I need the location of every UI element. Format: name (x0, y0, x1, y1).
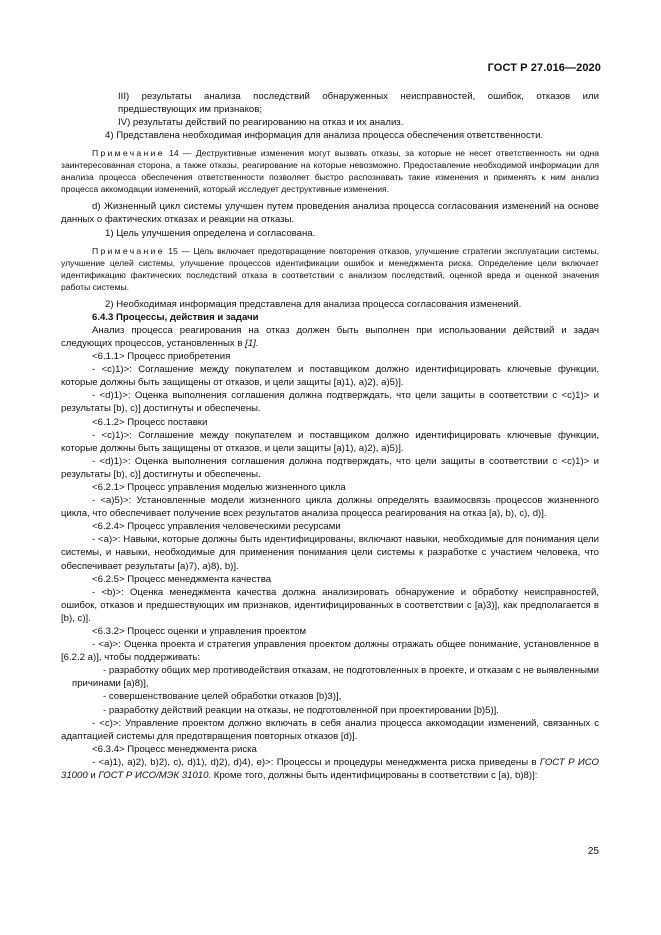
section-intro: Анализ процесса реагирования на отказ должен быть выполнен при использовании действий и задач следующих процессов, установленных в [1]. (61, 324, 599, 349)
process-6-1-2-c1: - <c)1)>: Соглашение между покупателем и поставщиком должно идентифицировать ключевые функции, которые должны быть защищены от отказов, и цели защиты [a)1), a)2), a)5)]. (61, 429, 599, 454)
reference-link: [1]. (245, 337, 259, 349)
page-body (61, 90, 599, 782)
list-item-4: 4) Представлена необходимая информация для анализа процесса обеспечения ответственности. (105, 130, 544, 142)
process-6-2-1: <6.2.1> Процесс управления моделью жизненного цикла (92, 481, 346, 493)
process-6-1-2-d1: - <d)1)>: Оценка выполнения соглашения должна подтверждать, что цели защиты в соответствии с <c)1)> и результаты [b), c)] достигнуты и обеспечены. (61, 455, 599, 480)
process-6-3-4: <6.3.4> Процесс менеджмента риска (92, 743, 257, 755)
document-id: ГОСТ Р 27.016—2020 (487, 62, 601, 74)
item-d-2: 2) Необходимая информация представлена для анализа процесса согласования изменений. (105, 298, 522, 310)
note-14 (61, 147, 599, 195)
process-6-1-2: <6.1.2> Процесс поставки (92, 416, 208, 428)
sub-dash-1: - разработку общих мер противодействия отказам, не подготовленных в проекте, и отказам с не выявленными причинами [a)8)], (72, 665, 599, 690)
process-6-1-1: <6.1.1> Процесс приобретения (92, 351, 231, 363)
list-item-iv: IV) результаты действий по реагированию на отказ и их анализ. (118, 117, 404, 129)
process-6-2-5-b: - <b)>: Оценка менеджмента качества должна анализировать обнаружение и обработку неисправностей, ошибок, отказов и предшествующих им признаков, идентифицированных в соответствии с [a)3)], как предполагается в [b), c)]. (61, 586, 599, 624)
process-6-2-5: <6.2.5> Процесс менеджмента качества (92, 573, 272, 585)
sub-dash-2: - совершенствование целей обработки отказов [b)3)], (103, 691, 342, 703)
process-6-2-4-a: - <a)>: Навыки, которые должны быть идентифицированы, включают навыки, необходимые для понимания цели системы, и навыки, необходимые для применения понимания цели системы к разработке с участием человека, что обеспечивает результаты [a)7), a)8), b)]. (61, 534, 599, 572)
section-heading: 6.4.3 Процессы, действия и задачи (92, 311, 259, 323)
note-14-text: 14 — Деструктивные изменения могут вызвать отказы, за которые не несет ответственность ни одна заинтересованная сторона, а также отказы, реагирование на которые невозможно. Предоставление необходимой информации для анализа процесса обеспечения ответственности позволяет быстро распознавать такие изменения и применять к ним анализ процесса аккомодации изменений, который исследует деструктивные изменения. (61, 148, 600, 195)
process-6-1-1-d1: - <d)1)>: Оценка выполнения соглашения должна подтверждать, что цели защиты в соответствии с <c)1)> и результаты [b), c)] достигнуты и обеспечены. (61, 390, 599, 415)
process-6-3-4-a: - <a)1), a)2), b)2), c), d)1), d)2), d)4), e)>: Процессы и процедуры менеджмента риска приведены в ГОСТ Р ИСО 31000 и ГОСТ Р ИСО/МЭК 31010. Кроме того, должны быть идентифицированы в соответствии с [a), b)8)]: (61, 756, 599, 782)
note-15 (61, 245, 599, 293)
note-15-text: 15 — Цель включает предотвращение повторения отказов, улучшение стратегии эксплуатации системы, улучшение целей системы, улучшение процессов идентификации ошибок и менеджмента риска. Определение цели включает идентификацию фактических последствий отказа в соответствии с анализом последствий, оценкой вреда и оценкой значения работы системы. (61, 245, 600, 292)
process-6-3-2: <6.3.2> Процесс оценки и управления проектом (92, 626, 307, 637)
page-number: 25 (587, 846, 599, 857)
process-6-3-2-a: - <a)>: Оценка проекта и стратегия управления проектом должны отражать общее понимание, установленное в [6.2.2 a)], чтобы поддерживать: (61, 639, 599, 664)
process-6-2-4: <6.2.4> Процесс управления человеческими ресурсами (92, 521, 341, 533)
process-6-3-2-c: - <c)>: Управление проектом должно включать в себя анализ процесса аккомодации изменений, связанных с адаптацией системы для предотвращения повторных отказов [d)]. (61, 717, 599, 742)
sub-dash-3: - разработку действий реакции на отказы, не подготовленной при проектировании [b)5)]. (103, 704, 499, 716)
process-6-2-1-a5: - <a)5)>: Установленные модели жизненного цикла должны определять взаимосвязь процессов жизненного цикла, что обеспечивает получение всех результатов анализа процесса реагирования на отказ [a), b), c), d)]. (61, 495, 599, 520)
note-label: Примечание (92, 245, 165, 256)
process-6-1-1-c1: - <c)1)>: Соглашение между покупателем и поставщиком должно идентифицировать ключевые функции, которые должны быть защищены от отказов, и цели защиты [a)1), a)2), a)5)]. (61, 364, 599, 389)
item-d-1: 1) Цель улучшения определена и согласована. (105, 227, 316, 239)
standard-ref-1: ГОСТ Р ИСО 31000 (61, 756, 599, 782)
item-d: d) Жизненный цикл системы улучшен путем проведения анализа процесса согласования изменений на основе данных о фактических отказах и реакции на отказы. (61, 201, 599, 226)
list-item-iii: III) результаты анализа последствий обнаруженных неисправностей, ошибок, отказов или предшествующих им признаков; (118, 91, 599, 116)
note-label: Примечание (92, 148, 165, 159)
standard-ref-2: ГОСТ Р ИСО/МЭК 31010 (98, 770, 209, 782)
